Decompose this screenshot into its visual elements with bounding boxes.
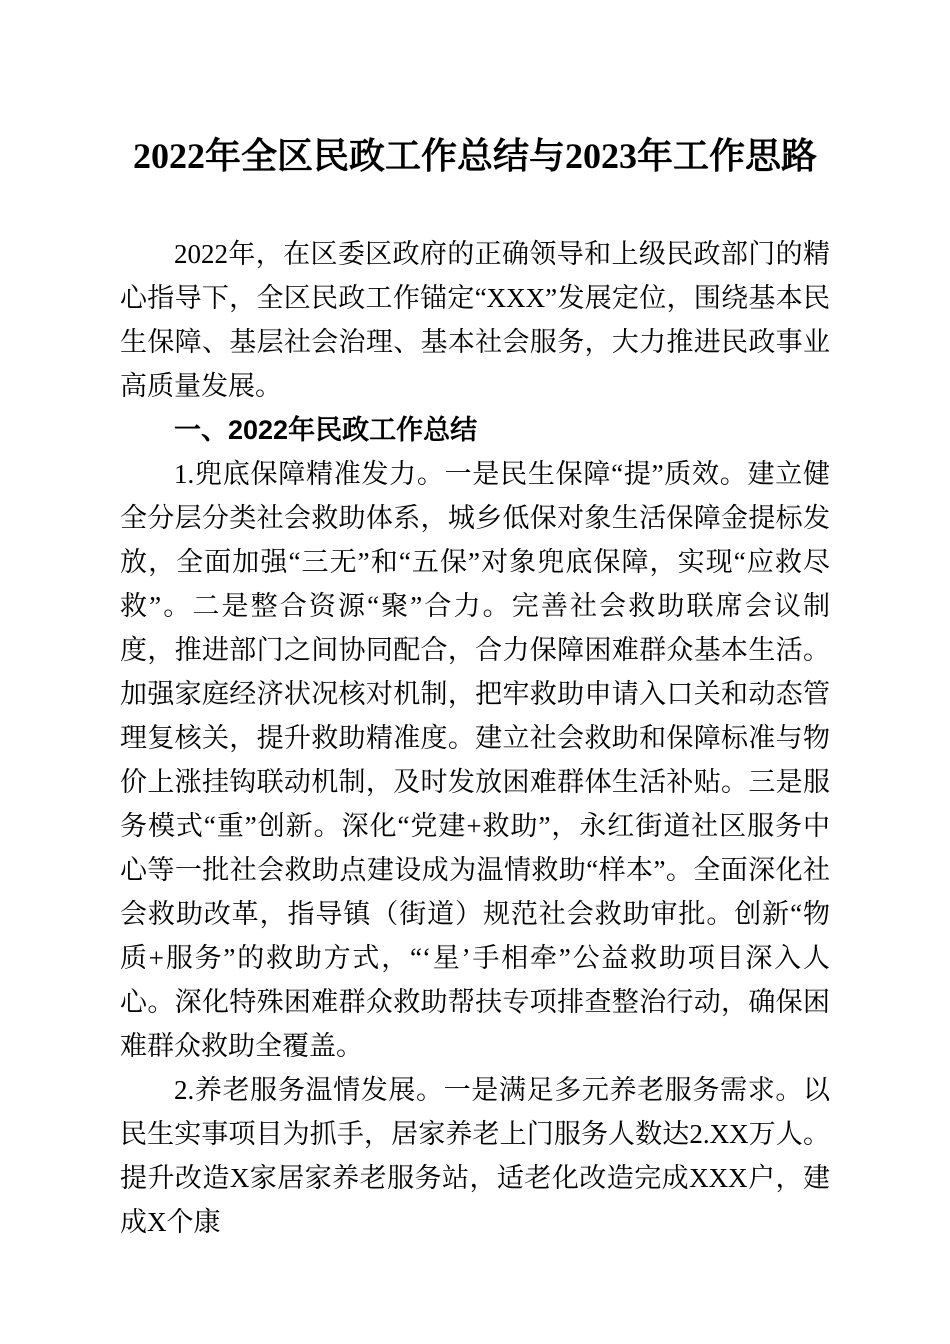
section-heading: 一、2022年民政工作总结 (174, 415, 478, 445)
paragraph-elderly-care: 2.养老服务温情发展。一是满足多元养老服务需求。以民生实事项目为抓手，居家养老上门服务人数达2.XX万人。提升改造X家居家养老服务站，适老化改造完成XXX户，建成X个康 (120, 1075, 830, 1237)
paragraph-social-assistance: 1.兜底保障精准发力。一是民生保障“提”质效。建立健全分层分类社会救助体系，城乡低保对象生活保障金提标发放，全面加强“三无”和“五保”对象兜底保障，实现“应救尽救”。二是整合资源“聚”合力。完善社会救助联席会议制度，推进部门之间协同配合，合力保障困难群众基本生活。加强家庭经济状况核对机制，把牢救助申请入口关和动态管理复核关，提升救助精准度。建立社会救助和保障标准与物价上涨挂钩联动机制，及时发放困难群体生活补贴。三是服务模式“重”创新。深化“党建+救助”，永红街道社区服务中心等一批社会救助点建设成为温情救助“样本”。全面深化社会救助改革，指导镇（街道）规范社会救助审批。创新“物质+服务”的救助方式，“‘星’手相牵”公益救助项目深入人心。深化特殊困难群众救助帮扶专项排查整治行动，确保困难群众救助全覆盖。 (120, 459, 830, 1061)
intro-paragraph: 2022年，在区委区政府的正确领导和上级民政部门的精心指导下，全区民政工作锚定“XXX”发展定位，围绕基本民生保障、基层社会治理、基本社会服务，大力推进民政事业高质量发展。 (120, 239, 830, 401)
document-title: 2022年全区民政工作总结与2023年工作思路 (132, 136, 817, 176)
